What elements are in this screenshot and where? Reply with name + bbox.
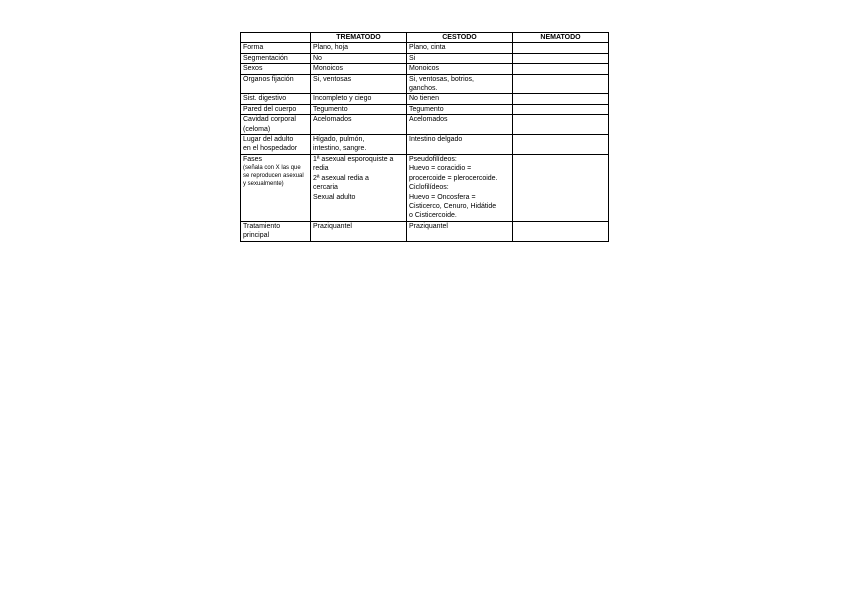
cestodo-cell: [407, 154, 513, 221]
nematodo-cell: [513, 74, 609, 94]
trematodo-cell-text: 2ª asexual redia a: [313, 174, 369, 182]
table-row: [241, 64, 609, 74]
table-row: [241, 115, 609, 135]
row-label: Órganos fijación: [243, 75, 294, 83]
nematodo-cell: [513, 104, 609, 114]
header-nematodo: NEMATODO: [513, 33, 609, 43]
cestodo-cell-text: Plano, cinta: [409, 44, 446, 52]
trematodo-cell: [311, 64, 407, 74]
nematodo-cell: [513, 135, 609, 155]
row-label-cell: [241, 135, 311, 155]
header-empty-cell: [241, 33, 311, 43]
cestodo-cell-text: procercoide = plerocercoide.: [409, 174, 498, 182]
cestodo-cell-text: ganchos.: [409, 85, 438, 93]
row-label-instruction: (señala con X las que se reproducen asexual y sexualmente): [243, 165, 304, 188]
table-row: [241, 53, 609, 63]
nematodo-cell: [513, 94, 609, 104]
cestodo-cell: [407, 104, 513, 114]
table-row: [241, 135, 609, 155]
cestodo-cell: [407, 64, 513, 74]
row-label: Tratamiento: [243, 222, 281, 230]
row-label-cell: [241, 94, 311, 104]
trematodo-cell: [311, 221, 407, 241]
row-label-cell: [241, 115, 311, 135]
row-label-cell: [241, 74, 311, 94]
cestodo-cell-text: Huevo = Oncosfera =: [409, 193, 476, 201]
row-label-line2: principal: [243, 232, 270, 240]
trematodo-cell-text: Plano, hoja: [313, 44, 349, 52]
nematodo-cell: [513, 115, 609, 135]
cestodo-cell-text: Intestino delgado: [409, 136, 463, 144]
cestodo-cell: [407, 94, 513, 104]
cestodo-cell: [407, 53, 513, 63]
row-label-cell: [241, 154, 311, 221]
cestodo-cell-text: No tienen: [409, 95, 439, 103]
row-label-note: (celoma): [243, 125, 271, 133]
row-label-cell: [241, 104, 311, 114]
trematodo-cell: [311, 135, 407, 155]
trematodo-cell-text: 1ª asexual esporoquiste a: [313, 155, 394, 163]
trematodo-cell-text: Hígado, pulmón,: [313, 136, 365, 144]
table-row: [241, 94, 609, 104]
table-row: [241, 74, 609, 94]
row-label: Lugar del adulto: [243, 136, 294, 144]
header-trematodo: TREMATODO: [311, 33, 407, 43]
trematodo-cell: [311, 154, 407, 221]
row-label: Pared del cuerpo: [243, 105, 297, 113]
trematodo-cell-text: Monoicos: [313, 65, 343, 73]
nematodo-cell: [513, 64, 609, 74]
table-row: [241, 221, 609, 241]
row-label: Segmentación: [243, 54, 288, 62]
trematodo-cell-text: Tegumento: [313, 105, 348, 113]
trematodo-cell-text: intestino, sangre.: [313, 145, 367, 153]
trematodo-cell-text: Incompleto y ciego: [313, 95, 372, 103]
table-row: [241, 154, 609, 221]
table-row: [241, 43, 609, 53]
cestodo-cell-text: o Cisticercoide.: [409, 212, 457, 220]
trematodo-cell-text: No: [313, 54, 322, 62]
row-label: Fases: [243, 155, 263, 163]
cestodo-cell-text: Si: [409, 54, 416, 62]
cestodo-cell-text: Ciclofilídeos:: [409, 184, 449, 192]
trematodo-cell: [311, 115, 407, 135]
cestodo-cell-text: Pseudofilídeos:: [409, 155, 457, 163]
row-label-cell: [241, 64, 311, 74]
header-cestodo: CESTODO: [407, 33, 513, 43]
trematodo-cell: [311, 53, 407, 63]
row-label: Sist. digestivo: [243, 95, 287, 103]
cestodo-cell: [407, 135, 513, 155]
trematodo-cell: [311, 43, 407, 53]
cestodo-cell-text: Praziquantel: [409, 222, 448, 230]
cestodo-cell-text: Monoicos: [409, 65, 439, 73]
trematodo-cell-text: Acelomados: [313, 116, 352, 124]
nematodo-cell: [513, 53, 609, 63]
cestodo-cell: [407, 74, 513, 94]
table-row: [241, 104, 609, 114]
trematodo-cell: [311, 104, 407, 114]
cestodo-cell-text: Tegumento: [409, 105, 444, 113]
trematodo-cell: [311, 74, 407, 94]
header-row: [241, 33, 609, 43]
trematodo-cell-text: redia: [313, 165, 329, 173]
row-label: Cavidad corporal: [243, 116, 296, 124]
row-label-line2: en el hospedador: [243, 145, 298, 153]
cestodo-cell: [407, 221, 513, 241]
nematodo-cell: [513, 43, 609, 53]
trematodo-cell-text: Praziquantel: [313, 222, 352, 230]
row-label: Sexos: [243, 65, 263, 73]
row-label-cell: [241, 43, 311, 53]
cestodo-cell-text: Cisticerco, Cenuro, Hidátide: [409, 202, 497, 210]
row-label-cell: [241, 53, 311, 63]
row-label: Forma: [243, 44, 264, 52]
trematodo-cell-text: Si, ventosas: [313, 75, 352, 83]
cestodo-cell-text: Huevo = coracidio =: [409, 165, 472, 173]
table-body: [241, 43, 609, 241]
trematodo-cell-text: cercaria: [313, 184, 338, 192]
nematodo-cell: [513, 221, 609, 241]
row-label-cell: [241, 221, 311, 241]
cestodo-cell-text: Acelomados: [409, 116, 448, 124]
cestodo-cell: [407, 115, 513, 135]
trematodo-cell: [311, 94, 407, 104]
trematodo-cell-text: Sexual adulto: [313, 193, 356, 201]
cestodo-cell: [407, 43, 513, 53]
cestodo-cell-text: Si, ventosas, botrios,: [409, 75, 474, 83]
nematodo-cell: [513, 154, 609, 221]
comparison-table: [240, 32, 609, 242]
